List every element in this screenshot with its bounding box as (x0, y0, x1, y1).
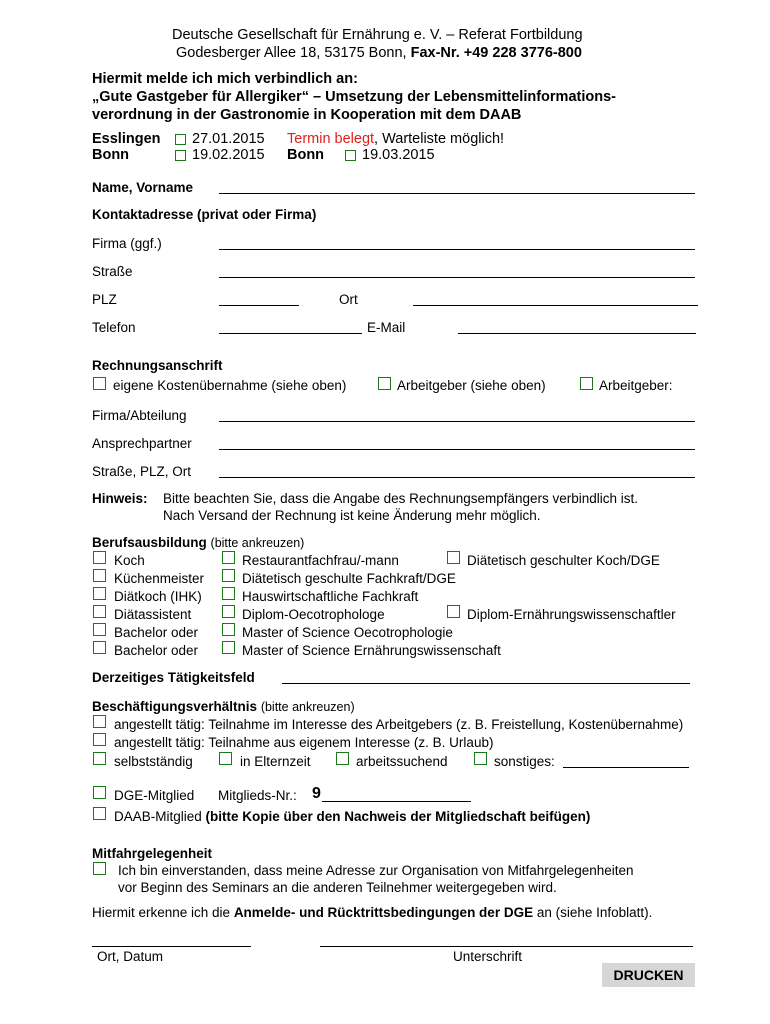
daab-member-label: DAAB-Mitglied (114, 809, 202, 824)
emp-own-interest-label: angestellt tätig: Teilnahme aus eigenem Interesse (z. B. Urlaub) (114, 735, 494, 750)
header-address: Godesberger Allee 18, 53175 Bonn, (176, 45, 411, 61)
name-field[interactable] (219, 193, 695, 194)
edu-kuechenmeister-checkbox[interactable] (93, 569, 106, 582)
terms-prefix: Hiermit erkenne ich die (92, 905, 234, 920)
emp-sonstiges-field[interactable] (563, 767, 689, 768)
edu-master-oeco-label: Master of Science Oecotrophologie (242, 625, 453, 640)
title-line-1: Hiermit melde ich mich verbindlich an: (92, 71, 358, 87)
edu-diaetkoch-checkbox[interactable] (93, 587, 106, 600)
billing-employer-above-checkbox[interactable] (378, 377, 391, 390)
daab-member-note: (bitte Kopie über den Nachweis der Mitgliedschaft beifügen) (205, 809, 591, 824)
billing-own-checkbox[interactable] (93, 377, 106, 390)
billing-address-label: Straße, PLZ, Ort (92, 464, 192, 479)
date-esslingen-waitlist: , Warteliste möglich! (374, 131, 505, 147)
emp-arbeitssuchend-checkbox[interactable] (336, 752, 349, 765)
edu-koch-dge-label: Diätetisch geschulter Koch/DGE (467, 553, 660, 568)
edu-hauswirtschaft-checkbox[interactable] (222, 587, 235, 600)
edu-master-ernaehrung-checkbox[interactable] (222, 641, 235, 654)
abteilung-field[interactable] (219, 421, 695, 422)
emp-interest-employer-checkbox[interactable] (93, 715, 106, 728)
terms-suffix: an (siehe Infoblatt). (533, 905, 653, 920)
date-bonn-2-date: 19.03.2015 (362, 147, 435, 163)
header-fax: Fax-Nr. +49 228 3776-800 (410, 45, 582, 61)
carpool-heading: Mitfahrgelegenheit (92, 846, 213, 861)
employment-hint: (bitte ankreuzen) (260, 700, 355, 714)
edu-koch-checkbox[interactable] (93, 551, 106, 564)
carpool-checkbox[interactable] (93, 862, 106, 875)
signature-field[interactable] (320, 946, 693, 947)
edu-diplom-ernaehrung-checkbox[interactable] (447, 605, 460, 618)
member-nr-label: Mitglieds-Nr.: (218, 788, 297, 803)
date-bonn-2-checkbox[interactable] (345, 150, 356, 161)
emp-sonstiges-label: sonstiges: (494, 754, 555, 769)
email-label: E-Mail (367, 320, 406, 335)
strasse-label: Straße (92, 264, 133, 279)
edu-master-oeco-checkbox[interactable] (222, 623, 235, 636)
education-hint: (bitte ankreuzen) (210, 536, 305, 550)
emp-selbststaendig-label: selbstständig (114, 754, 193, 769)
edu-diaetassistent-label: Diätassistent (114, 607, 192, 622)
edu-koch-label: Koch (114, 553, 145, 568)
telefon-field[interactable] (219, 333, 362, 334)
edu-diaetassistent-checkbox[interactable] (93, 605, 106, 618)
edu-master-ernaehrung-label: Master of Science Ernährungswissenschaft (242, 643, 501, 658)
ansprech-field[interactable] (219, 449, 695, 450)
emp-own-interest-checkbox[interactable] (93, 733, 106, 746)
edu-restaurant-label: Restaurantfachfrau/-mann (242, 553, 399, 568)
date-esslingen-date: 27.01.2015 (192, 131, 265, 147)
date-bonn-2-label: Bonn (287, 147, 325, 163)
employment-title: Beschäftigungsverhältnis (92, 699, 258, 714)
carpool-line-2: vor Beginn des Seminars an die anderen Teilnehmer weitergegeben wird. (118, 880, 557, 895)
taetigkeit-field[interactable] (282, 683, 690, 684)
emp-elternzeit-label: in Elternzeit (240, 754, 311, 769)
email-field[interactable] (458, 333, 696, 334)
signature-label: Unterschrift (453, 949, 523, 964)
strasse-field[interactable] (219, 277, 695, 278)
billing-employer-label: Arbeitgeber: (599, 378, 673, 393)
hinweis-line-2: Nach Versand der Rechnung ist keine Änderung mehr möglich. (163, 508, 541, 523)
telefon-label: Telefon (92, 320, 136, 335)
ort-field[interactable] (413, 305, 698, 306)
emp-arbeitssuchend-label: arbeitssuchend (356, 754, 448, 769)
edu-hauswirtschaft-label: Hauswirtschaftliche Fachkraft (242, 589, 419, 604)
ort-datum-label: Ort, Datum (97, 949, 164, 964)
date-bonn-1-checkbox[interactable] (175, 150, 186, 161)
daab-member-checkbox[interactable] (93, 807, 106, 820)
name-label: Name, Vorname (92, 180, 194, 195)
edu-diaetkoch-label: Diätkoch (IHK) (114, 589, 202, 604)
edu-koch-dge-checkbox[interactable] (447, 551, 460, 564)
edu-restaurant-checkbox[interactable] (222, 551, 235, 564)
date-esslingen-booked: Termin belegt (287, 131, 375, 147)
date-esslingen-status (287, 131, 504, 147)
emp-selbststaendig-checkbox[interactable] (93, 752, 106, 765)
terms-line (92, 905, 652, 920)
member-nr-field[interactable] (322, 801, 471, 802)
billing-own-label: eigene Kostenübernahme (siehe oben) (113, 378, 347, 393)
billing-address-field[interactable] (219, 477, 695, 478)
emp-interest-employer-label: angestellt tätig: Teilnahme im Interesse des Arbeitgebers (z. B. Freistellung, Kostenübernahme) (114, 717, 684, 732)
title-line-2: „Gute Gastgeber für Allergiker“ – Umsetzung der Lebensmittelinformations- (92, 89, 616, 105)
edu-fachkraft-dge-label: Diätetisch geschulte Fachkraft/DGE (242, 571, 456, 586)
carpool-line-1: Ich bin einverstanden, dass meine Adresse zur Organisation von Mitfahrgelegenheiten (118, 863, 634, 878)
emp-sonstiges-checkbox[interactable] (474, 752, 487, 765)
title-line-3: verordnung in der Gastronomie in Kooperation mit dem DAAB (92, 107, 522, 123)
date-bonn-1-date: 19.02.2015 (192, 147, 265, 163)
billing-heading: Rechnungsanschrift (92, 358, 223, 373)
ansprech-label: Ansprechpartner (92, 436, 192, 451)
employment-heading (92, 699, 355, 714)
edu-oecotrophologe-checkbox[interactable] (222, 605, 235, 618)
edu-bachelor-1-label: Bachelor oder (114, 625, 199, 640)
contact-heading: Kontaktadresse (privat oder Firma) (92, 207, 317, 222)
member-nr-value[interactable]: 9 (312, 785, 321, 802)
plz-field[interactable] (219, 305, 299, 306)
education-heading (92, 535, 304, 550)
education-title: Berufsausbildung (92, 535, 207, 550)
ort-datum-field[interactable] (92, 946, 251, 947)
ort-label: Ort (339, 292, 358, 307)
dge-member-checkbox[interactable] (93, 786, 106, 799)
edu-kuechenmeister-label: Küchenmeister (114, 571, 205, 586)
dge-member-label: DGE-Mitglied (114, 788, 195, 803)
edu-diplom-ernaehrung-label: Diplom-Ernährungswissenschaftler (467, 607, 676, 622)
emp-elternzeit-checkbox[interactable] (219, 752, 232, 765)
terms-link: Anmelde- und Rücktrittsbedingungen der DGE (233, 905, 534, 920)
billing-employer-checkbox[interactable] (580, 377, 593, 390)
billing-employer-above-label: Arbeitgeber (siehe oben) (397, 378, 546, 393)
firma-label: Firma (ggf.) (92, 236, 162, 251)
date-esslingen-label: Esslingen (92, 131, 161, 147)
edu-bachelor-2-label: Bachelor oder (114, 643, 199, 658)
date-esslingen-checkbox[interactable] (175, 134, 186, 145)
header-line-2 (176, 45, 582, 61)
abteilung-label: Firma/Abteilung (92, 408, 187, 423)
print-button[interactable]: DRUCKEN (602, 963, 695, 987)
header-line-1: Deutsche Gesellschaft für Ernährung e. V. – Referat Fortbildung (172, 27, 583, 43)
plz-label: PLZ (92, 292, 117, 307)
edu-fachkraft-dge-checkbox[interactable] (222, 569, 235, 582)
firma-field[interactable] (219, 249, 695, 250)
taetigkeit-label: Derzeitiges Tätigkeitsfeld (92, 670, 255, 685)
date-bonn-label: Bonn (92, 147, 130, 163)
edu-bachelor-1-checkbox[interactable] (93, 623, 106, 636)
hinweis-label: Hinweis: (92, 491, 148, 506)
edu-bachelor-2-checkbox[interactable] (93, 641, 106, 654)
hinweis-line-1: Bitte beachten Sie, dass die Angabe des Rechnungsempfängers verbindlich ist. (163, 491, 639, 506)
edu-oecotrophologe-label: Diplom-Oecotrophologe (242, 607, 385, 622)
daab-member-line (114, 809, 590, 824)
